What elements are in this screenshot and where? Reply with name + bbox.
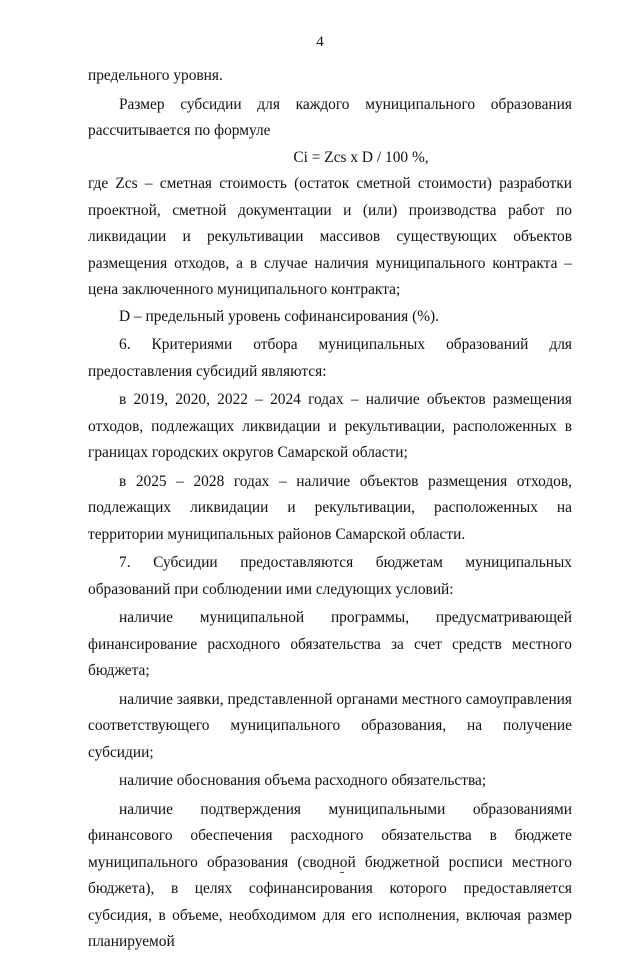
page-number: 4 bbox=[316, 34, 324, 50]
paragraph-item-7: 7. Субсидии предоставляются бюджетам муниципальных образований при соблюдении ими следующих условий: bbox=[88, 554, 572, 598]
paragraph-continuation: предельного уровня. bbox=[88, 67, 223, 84]
formula: Ci = Zcs x D / 100 %, bbox=[293, 148, 429, 166]
paragraph-condition-justification: наличие обоснования объема расходного обязательства; bbox=[119, 772, 487, 789]
paragraph-condition-application: наличие заявки, представленной органами местного самоуправления соответствующего муниципального образования, на получение субсидии; bbox=[88, 690, 572, 761]
paragraph-condition-program: наличие муниципальной программы, предусматривающей финансирование расходного обязательства за счет средств местного бюджета; bbox=[88, 609, 572, 679]
paragraph-item-6: 6. Критериями отбора муниципальных образований для предоставления субсидий являются: bbox=[88, 336, 572, 380]
paragraph-subsidy-size: Размер субсидии для каждого муниципального образования рассчитывается по формуле bbox=[88, 95, 572, 139]
document-body bbox=[88, 63, 572, 956]
paragraph-condition-confirmation: наличие подтверждения муниципальными образованиями финансового обеспечения расходного обязательства в бюджете муниципального образования (сводной бюджетной росписи местного бюджета), в целях софинансирования которого предоставляется субсидия, в объеме, необходимом для его исполнения, включая размер планируемой bbox=[88, 800, 572, 950]
paragraph-d-definition: D – предельный уровень софинансирования (%). bbox=[119, 307, 439, 325]
paragraph-zcs-definition: где Zcs – сметная стоимость (остаток сметной стоимости) разработки проектной, сметной документации и (или) производства работ по ликвидации и рекультивации массивов существующих объектов размещения отходов, а в случае наличия муниципального контракта – цена заключенного муниципального контракта; bbox=[88, 175, 572, 298]
paragraph-criteria-2025: в 2025 – 2028 годах – наличие объектов размещения отходов, подлежащих ликвидации и рекультивации, расположенных на территории муниципальных районов Самарской области. bbox=[88, 472, 572, 543]
paragraph-criteria-2019: в 2019, 2020, 2022 – 2024 годах – наличие объектов размещения отходов, подлежащих ликвидации и рекультивации, расположенных в границах городских округов Самарской области; bbox=[88, 391, 572, 461]
scan-mark bbox=[340, 872, 344, 873]
